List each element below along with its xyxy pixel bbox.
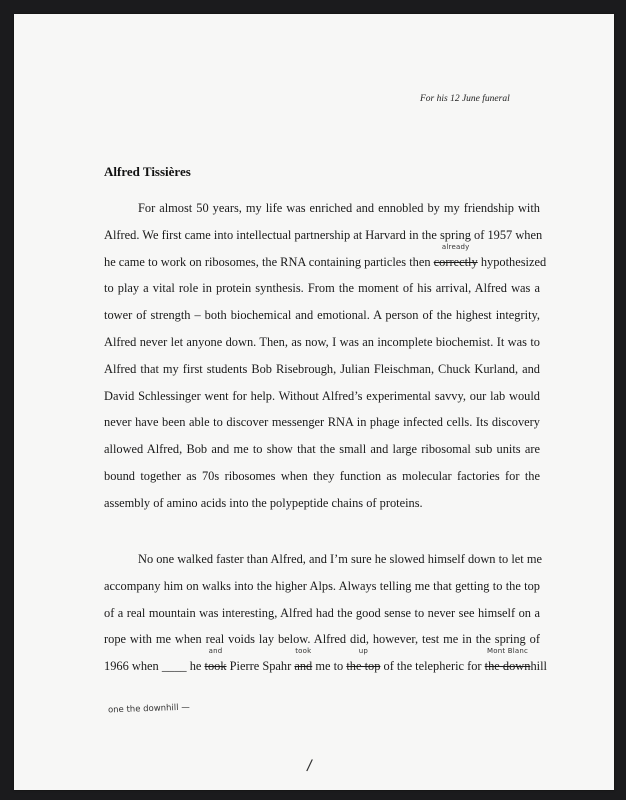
handwritten-correction <box>433 242 478 270</box>
text-line <box>104 242 547 282</box>
handwritten-correction <box>346 647 381 674</box>
handwritten-insert: took <box>295 647 312 656</box>
text-span: Pierre Spahr <box>229 659 292 674</box>
text-line: No one walked faster than Alfred, and I’m sure he slowed himself down to let me <box>138 552 542 566</box>
text-line: allowed Alfred, Bob and me to show that the small and large ribosomal sub units are <box>104 442 540 457</box>
handwritten-insert: and <box>208 647 223 656</box>
text-line: Alfred. We first came into intellectual partnership at Harvard in the spring of 1957 when <box>104 227 543 242</box>
text-line: to play a vital role in protein synthesis. From the moment of his arrival, Alfred was a <box>104 281 540 296</box>
handwritten-correction <box>484 647 531 674</box>
text-line: tower of strength – both biochemical and emotional. A person of the highest integrity, <box>104 308 540 323</box>
handwritten-insert: already <box>441 242 470 251</box>
handwritten-insert: Mont Blanc <box>487 647 529 656</box>
struck-text: and <box>294 659 313 674</box>
document-title: Alfred Tissières <box>104 164 191 179</box>
paragraph-2 <box>104 552 547 686</box>
text-span: hypothesized <box>480 254 547 269</box>
text-line: never have been able to discover messenger RNA in phage infected cells. Its discovery <box>104 415 540 430</box>
handwritten-correction <box>294 647 313 674</box>
text-line: of a real mountain was interesting, Alfred had the good sense to never see himself on a <box>104 605 540 620</box>
text-line: Alfred that my first students Bob Risebrough, Julian Fleischman, Chuck Kurland, and <box>104 361 540 376</box>
text-line: rope with me when real voids lay below. Alfred did, however, test me in the spring of <box>104 632 540 647</box>
text-line: David Schlessinger went for help. Without Alfred’s experimental savvy, our lab would <box>104 388 540 403</box>
document-page <box>14 14 614 790</box>
text-span: of the telepheric for <box>383 659 482 674</box>
handwritten-correction <box>204 647 227 674</box>
struck-text: correctly <box>433 254 478 269</box>
paragraph-1 <box>104 201 547 523</box>
text-line: bound together as 70s ribosomes when they function as molecular factories for the <box>104 468 540 483</box>
text-line: assembly of amino acids into the polypeptide chains of proteins. <box>104 495 423 510</box>
text-line: For almost 50 years, my life was enriched and ennobled by my friendship with <box>138 201 540 215</box>
handwritten-insert: up <box>358 647 368 656</box>
text-line: Alfred never let anyone down. Then, as now, I was an incomplete biochemist. It was to <box>104 334 540 349</box>
page-mark: / <box>305 755 314 775</box>
handwritten-note: one the downhill — <box>107 702 190 716</box>
text-line <box>104 647 547 686</box>
text-span: me to <box>315 659 344 674</box>
struck-text: took <box>204 659 227 674</box>
header-note: For his 12 June funeral <box>420 94 510 104</box>
text-span: hill <box>530 659 547 674</box>
struck-text: the down <box>484 659 531 674</box>
text-line: accompany him on walks into the higher Alps. Always telling me that getting to the top <box>104 578 540 593</box>
text-span: 1966 when ____ he <box>104 659 202 674</box>
struck-text: the top <box>346 659 381 674</box>
text-span: he came to work on ribosomes, the RNA containing particles then <box>104 254 431 269</box>
